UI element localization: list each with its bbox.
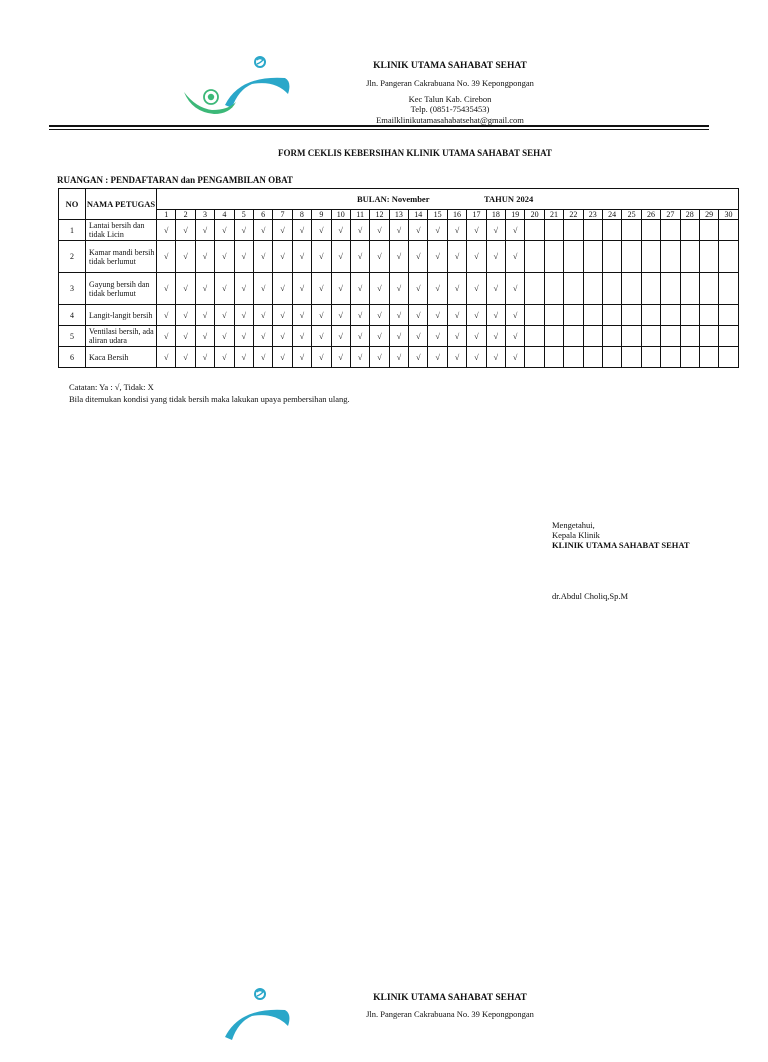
table-header-row bbox=[59, 189, 739, 210]
year-label: TAHUN 2024 bbox=[484, 194, 534, 204]
check-cell[interactable]: √ bbox=[195, 220, 214, 241]
check-cell[interactable] bbox=[544, 220, 563, 241]
check-cell[interactable] bbox=[680, 326, 699, 347]
check-cell[interactable]: √ bbox=[331, 326, 350, 347]
check-cell[interactable] bbox=[602, 241, 621, 273]
day-header-23: 23 bbox=[583, 210, 602, 220]
row-number: 6 bbox=[59, 347, 86, 368]
check-cell[interactable] bbox=[641, 326, 660, 347]
check-cell[interactable] bbox=[525, 220, 544, 241]
check-cell[interactable]: √ bbox=[234, 326, 253, 347]
header-rule bbox=[49, 125, 709, 127]
check-cell[interactable]: √ bbox=[273, 241, 292, 273]
check-cell[interactable] bbox=[525, 326, 544, 347]
check-cell[interactable]: √ bbox=[409, 273, 428, 305]
check-cell[interactable] bbox=[719, 241, 738, 273]
check-cell[interactable] bbox=[525, 273, 544, 305]
check-cell[interactable]: √ bbox=[273, 273, 292, 305]
check-cell[interactable] bbox=[661, 326, 680, 347]
day-header-6: 6 bbox=[253, 210, 272, 220]
check-cell[interactable]: √ bbox=[253, 347, 272, 368]
check-cell[interactable]: √ bbox=[234, 273, 253, 305]
check-cell[interactable]: √ bbox=[409, 220, 428, 241]
check-cell[interactable]: √ bbox=[312, 326, 331, 347]
check-cell[interactable]: √ bbox=[389, 347, 408, 368]
signature-block bbox=[552, 520, 690, 550]
room-label: RUANGAN : PENDAFTARAN dan PENGAMBILAN OBAT bbox=[57, 175, 293, 185]
check-cell[interactable]: √ bbox=[467, 305, 486, 326]
check-cell[interactable]: √ bbox=[331, 305, 350, 326]
check-cell[interactable]: √ bbox=[157, 273, 176, 305]
check-cell[interactable]: √ bbox=[350, 347, 369, 368]
check-cell[interactable]: √ bbox=[428, 241, 447, 273]
legend-note: Catatan: Ya : √, Tidak: X bbox=[69, 382, 154, 392]
check-cell[interactable]: √ bbox=[176, 347, 195, 368]
day-header-29: 29 bbox=[699, 210, 718, 220]
row-item: Lantai bersih dan tidak Licin bbox=[86, 220, 157, 241]
check-cell[interactable]: √ bbox=[350, 305, 369, 326]
check-cell[interactable]: √ bbox=[486, 347, 505, 368]
check-cell[interactable] bbox=[699, 220, 718, 241]
check-cell[interactable] bbox=[525, 241, 544, 273]
check-cell[interactable] bbox=[622, 305, 641, 326]
check-cell[interactable] bbox=[699, 326, 718, 347]
check-cell[interactable]: √ bbox=[312, 273, 331, 305]
check-cell[interactable]: √ bbox=[447, 326, 466, 347]
check-cell[interactable]: √ bbox=[312, 220, 331, 241]
clinic-address-2: Jln. Pangeran Cakrabuana No. 39 Kepongpongan bbox=[366, 1009, 534, 1019]
table-row bbox=[59, 305, 739, 326]
check-cell[interactable]: √ bbox=[428, 326, 447, 347]
check-cell[interactable]: √ bbox=[157, 241, 176, 273]
row-number: 5 bbox=[59, 326, 86, 347]
check-cell[interactable]: √ bbox=[506, 305, 525, 326]
table-row bbox=[59, 347, 739, 368]
check-cell[interactable]: √ bbox=[447, 273, 466, 305]
check-cell[interactable] bbox=[622, 220, 641, 241]
check-cell[interactable]: √ bbox=[389, 305, 408, 326]
clinic-email: Emailklinikutamasahabatsehat@gmail.com bbox=[376, 115, 524, 125]
check-cell[interactable] bbox=[680, 347, 699, 368]
row-item: Langit-langit bersih bbox=[86, 305, 157, 326]
check-cell[interactable] bbox=[641, 241, 660, 273]
check-cell[interactable] bbox=[661, 273, 680, 305]
org-label: KLINIK UTAMA SAHABAT SEHAT bbox=[552, 540, 690, 550]
days-row bbox=[59, 210, 739, 220]
check-cell[interactable]: √ bbox=[292, 305, 311, 326]
check-cell[interactable]: √ bbox=[506, 220, 525, 241]
check-cell[interactable]: √ bbox=[447, 241, 466, 273]
check-cell[interactable] bbox=[622, 273, 641, 305]
check-cell[interactable] bbox=[564, 326, 583, 347]
check-cell[interactable]: √ bbox=[350, 326, 369, 347]
clinic-name-2: KLINIK UTAMA SAHABAT SEHAT bbox=[373, 993, 527, 1003]
check-cell[interactable] bbox=[661, 220, 680, 241]
check-cell[interactable]: √ bbox=[234, 347, 253, 368]
check-cell[interactable]: √ bbox=[428, 347, 447, 368]
check-cell[interactable]: √ bbox=[215, 305, 234, 326]
day-header-22: 22 bbox=[564, 210, 583, 220]
day-header-2: 2 bbox=[176, 210, 195, 220]
check-cell[interactable] bbox=[641, 273, 660, 305]
notes bbox=[69, 381, 350, 405]
check-cell[interactable]: √ bbox=[215, 241, 234, 273]
check-cell[interactable] bbox=[544, 273, 563, 305]
check-cell[interactable]: √ bbox=[428, 273, 447, 305]
check-cell[interactable] bbox=[622, 241, 641, 273]
check-cell[interactable] bbox=[661, 305, 680, 326]
letterhead-page-2 bbox=[0, 982, 768, 1062]
clinic-address: Jln. Pangeran Cakrabuana No. 39 Kepongpongan bbox=[366, 78, 534, 88]
check-cell[interactable]: √ bbox=[312, 347, 331, 368]
table-row bbox=[59, 241, 739, 273]
check-cell[interactable]: √ bbox=[486, 305, 505, 326]
check-cell[interactable] bbox=[544, 326, 563, 347]
check-cell[interactable]: √ bbox=[253, 273, 272, 305]
check-cell[interactable] bbox=[699, 241, 718, 273]
check-cell[interactable]: √ bbox=[350, 273, 369, 305]
day-header-27: 27 bbox=[661, 210, 680, 220]
check-cell[interactable]: √ bbox=[331, 273, 350, 305]
day-header-16: 16 bbox=[447, 210, 466, 220]
check-cell[interactable]: √ bbox=[195, 273, 214, 305]
day-header-9: 9 bbox=[312, 210, 331, 220]
check-cell[interactable]: √ bbox=[195, 326, 214, 347]
month-label: BULAN: November bbox=[357, 194, 430, 204]
row-number: 4 bbox=[59, 305, 86, 326]
table-row bbox=[59, 326, 739, 347]
day-header-1: 1 bbox=[157, 210, 176, 220]
clinic-district: Kec Talun Kab. Cirebon bbox=[408, 94, 492, 104]
day-header-5: 5 bbox=[234, 210, 253, 220]
clinic-phone: Telp. (0851-75435453) bbox=[410, 104, 490, 114]
day-header-25: 25 bbox=[622, 210, 641, 220]
col-name-header: NAMA PETUGAS bbox=[86, 189, 157, 220]
check-cell[interactable]: √ bbox=[215, 220, 234, 241]
check-cell[interactable]: √ bbox=[253, 305, 272, 326]
check-cell[interactable] bbox=[661, 241, 680, 273]
check-cell[interactable] bbox=[641, 347, 660, 368]
check-cell[interactable]: √ bbox=[292, 326, 311, 347]
clinic-logo bbox=[180, 50, 295, 120]
row-item: Kamar mandi bersih tidak berlumut bbox=[86, 241, 157, 273]
check-cell[interactable] bbox=[699, 347, 718, 368]
check-cell[interactable]: √ bbox=[215, 347, 234, 368]
check-cell[interactable]: √ bbox=[428, 220, 447, 241]
day-header-4: 4 bbox=[215, 210, 234, 220]
check-cell[interactable]: √ bbox=[253, 326, 272, 347]
check-cell[interactable] bbox=[719, 305, 738, 326]
check-cell[interactable]: √ bbox=[389, 241, 408, 273]
check-cell[interactable] bbox=[602, 305, 621, 326]
period-header bbox=[157, 189, 739, 210]
check-cell[interactable]: √ bbox=[467, 241, 486, 273]
day-header-26: 26 bbox=[641, 210, 660, 220]
check-cell[interactable] bbox=[680, 305, 699, 326]
check-cell[interactable]: √ bbox=[370, 241, 389, 273]
day-header-10: 10 bbox=[331, 210, 350, 220]
day-header-24: 24 bbox=[602, 210, 621, 220]
check-cell[interactable] bbox=[680, 241, 699, 273]
check-cell[interactable] bbox=[719, 220, 738, 241]
day-header-20: 20 bbox=[525, 210, 544, 220]
check-cell[interactable]: √ bbox=[486, 220, 505, 241]
check-cell[interactable]: √ bbox=[195, 305, 214, 326]
check-cell[interactable]: √ bbox=[389, 220, 408, 241]
form-title: FORM CEKLIS KEBERSIHAN KLINIK UTAMA SAHABAT SEHAT bbox=[278, 148, 552, 158]
check-cell[interactable] bbox=[699, 305, 718, 326]
check-cell[interactable]: √ bbox=[370, 305, 389, 326]
check-cell[interactable] bbox=[661, 347, 680, 368]
check-cell[interactable]: √ bbox=[273, 326, 292, 347]
check-cell[interactable]: √ bbox=[350, 220, 369, 241]
check-cell[interactable] bbox=[641, 305, 660, 326]
check-cell[interactable]: √ bbox=[409, 241, 428, 273]
day-header-12: 12 bbox=[370, 210, 389, 220]
check-cell[interactable] bbox=[602, 273, 621, 305]
check-cell[interactable]: √ bbox=[176, 220, 195, 241]
check-cell[interactable]: √ bbox=[467, 326, 486, 347]
letterhead bbox=[0, 50, 768, 130]
check-cell[interactable]: √ bbox=[157, 220, 176, 241]
check-cell[interactable]: √ bbox=[467, 220, 486, 241]
check-cell[interactable] bbox=[602, 220, 621, 241]
header-rule-thin bbox=[49, 129, 709, 130]
checklist-table bbox=[58, 188, 739, 368]
known-label: Mengetahui, bbox=[552, 520, 595, 530]
check-cell[interactable] bbox=[583, 305, 602, 326]
check-cell[interactable]: √ bbox=[215, 273, 234, 305]
check-cell[interactable] bbox=[602, 347, 621, 368]
role-label: Kepala Klinik bbox=[552, 530, 600, 540]
clinic-logo-2 bbox=[180, 982, 295, 1052]
check-cell[interactable]: √ bbox=[331, 347, 350, 368]
check-cell[interactable]: √ bbox=[389, 273, 408, 305]
check-cell[interactable]: √ bbox=[486, 326, 505, 347]
check-cell[interactable] bbox=[622, 347, 641, 368]
check-cell[interactable]: √ bbox=[234, 220, 253, 241]
day-header-3: 3 bbox=[195, 210, 214, 220]
check-cell[interactable]: √ bbox=[195, 347, 214, 368]
day-header-28: 28 bbox=[680, 210, 699, 220]
day-header-8: 8 bbox=[292, 210, 311, 220]
check-cell[interactable] bbox=[641, 220, 660, 241]
check-cell[interactable]: √ bbox=[409, 305, 428, 326]
check-cell[interactable]: √ bbox=[273, 305, 292, 326]
row-number: 1 bbox=[59, 220, 86, 241]
check-cell[interactable]: √ bbox=[370, 326, 389, 347]
check-cell[interactable]: √ bbox=[370, 273, 389, 305]
check-cell[interactable]: √ bbox=[370, 347, 389, 368]
check-cell[interactable]: √ bbox=[428, 305, 447, 326]
check-cell[interactable]: √ bbox=[467, 347, 486, 368]
check-cell[interactable] bbox=[719, 273, 738, 305]
row-number: 2 bbox=[59, 241, 86, 273]
check-cell[interactable] bbox=[719, 326, 738, 347]
doctor-name: dr.Abdul Choliq,Sp.M bbox=[552, 591, 629, 601]
day-header-15: 15 bbox=[428, 210, 447, 220]
col-no-header: NO bbox=[59, 189, 86, 220]
day-header-7: 7 bbox=[273, 210, 292, 220]
check-cell[interactable]: √ bbox=[292, 273, 311, 305]
check-cell[interactable] bbox=[564, 220, 583, 241]
check-cell[interactable]: √ bbox=[331, 241, 350, 273]
check-cell[interactable]: √ bbox=[486, 241, 505, 273]
check-cell[interactable] bbox=[564, 273, 583, 305]
day-header-19: 19 bbox=[506, 210, 525, 220]
day-header-14: 14 bbox=[409, 210, 428, 220]
check-cell[interactable]: √ bbox=[409, 326, 428, 347]
instruction-note: Bila ditemukan kondisi yang tidak bersih maka lakukan upaya pembersihan ulang. bbox=[69, 394, 350, 404]
check-cell[interactable]: √ bbox=[389, 326, 408, 347]
check-cell[interactable] bbox=[622, 326, 641, 347]
check-cell[interactable]: √ bbox=[176, 326, 195, 347]
check-cell[interactable] bbox=[583, 220, 602, 241]
check-cell[interactable] bbox=[564, 241, 583, 273]
check-cell[interactable]: √ bbox=[157, 347, 176, 368]
check-cell[interactable]: √ bbox=[292, 220, 311, 241]
check-cell[interactable]: √ bbox=[215, 326, 234, 347]
check-cell[interactable]: √ bbox=[157, 326, 176, 347]
check-cell[interactable]: √ bbox=[312, 241, 331, 273]
check-cell[interactable]: √ bbox=[506, 273, 525, 305]
day-header-18: 18 bbox=[486, 210, 505, 220]
check-cell[interactable] bbox=[525, 305, 544, 326]
check-cell[interactable]: √ bbox=[331, 220, 350, 241]
check-cell[interactable] bbox=[602, 326, 621, 347]
check-cell[interactable] bbox=[680, 220, 699, 241]
row-item: Gayung bersih dan tidak berlumut bbox=[86, 273, 157, 305]
check-cell[interactable]: √ bbox=[157, 305, 176, 326]
check-cell[interactable] bbox=[544, 241, 563, 273]
check-cell[interactable]: √ bbox=[350, 241, 369, 273]
table-row bbox=[59, 273, 739, 305]
check-cell[interactable]: √ bbox=[467, 273, 486, 305]
row-item: Kaca Bersih bbox=[86, 347, 157, 368]
check-cell[interactable] bbox=[583, 326, 602, 347]
check-cell[interactable]: √ bbox=[234, 305, 253, 326]
row-number: 3 bbox=[59, 273, 86, 305]
check-cell[interactable]: √ bbox=[447, 305, 466, 326]
day-header-11: 11 bbox=[350, 210, 369, 220]
check-cell[interactable]: √ bbox=[506, 241, 525, 273]
clinic-name: KLINIK UTAMA SAHABAT SEHAT bbox=[373, 61, 527, 71]
day-header-21: 21 bbox=[544, 210, 563, 220]
check-cell[interactable] bbox=[583, 347, 602, 368]
day-header-17: 17 bbox=[467, 210, 486, 220]
check-cell[interactable]: √ bbox=[253, 241, 272, 273]
day-header-13: 13 bbox=[389, 210, 408, 220]
day-header-30: 30 bbox=[719, 210, 738, 220]
check-cell[interactable] bbox=[544, 305, 563, 326]
check-cell[interactable] bbox=[719, 347, 738, 368]
row-item: Ventilasi bersih, ada aliran udara bbox=[86, 326, 157, 347]
check-cell[interactable]: √ bbox=[312, 305, 331, 326]
check-cell[interactable]: √ bbox=[409, 347, 428, 368]
check-cell[interactable]: √ bbox=[370, 220, 389, 241]
check-cell[interactable] bbox=[699, 273, 718, 305]
table-row bbox=[59, 220, 739, 241]
check-cell[interactable]: √ bbox=[176, 273, 195, 305]
check-cell[interactable] bbox=[564, 347, 583, 368]
check-cell[interactable]: √ bbox=[273, 347, 292, 368]
check-cell[interactable]: √ bbox=[292, 241, 311, 273]
check-cell[interactable] bbox=[525, 347, 544, 368]
check-cell[interactable]: √ bbox=[234, 241, 253, 273]
check-cell[interactable]: √ bbox=[195, 241, 214, 273]
check-cell[interactable] bbox=[583, 273, 602, 305]
check-cell[interactable]: √ bbox=[506, 347, 525, 368]
check-cell[interactable]: √ bbox=[486, 273, 505, 305]
check-cell[interactable] bbox=[680, 273, 699, 305]
check-cell[interactable]: √ bbox=[447, 347, 466, 368]
check-cell[interactable]: √ bbox=[253, 220, 272, 241]
check-cell[interactable]: √ bbox=[506, 326, 525, 347]
check-cell[interactable]: √ bbox=[273, 220, 292, 241]
check-cell[interactable] bbox=[544, 347, 563, 368]
check-cell[interactable]: √ bbox=[176, 241, 195, 273]
check-cell[interactable] bbox=[583, 241, 602, 273]
check-cell[interactable] bbox=[564, 305, 583, 326]
check-cell[interactable]: √ bbox=[292, 347, 311, 368]
check-cell[interactable]: √ bbox=[176, 305, 195, 326]
check-cell[interactable]: √ bbox=[447, 220, 466, 241]
